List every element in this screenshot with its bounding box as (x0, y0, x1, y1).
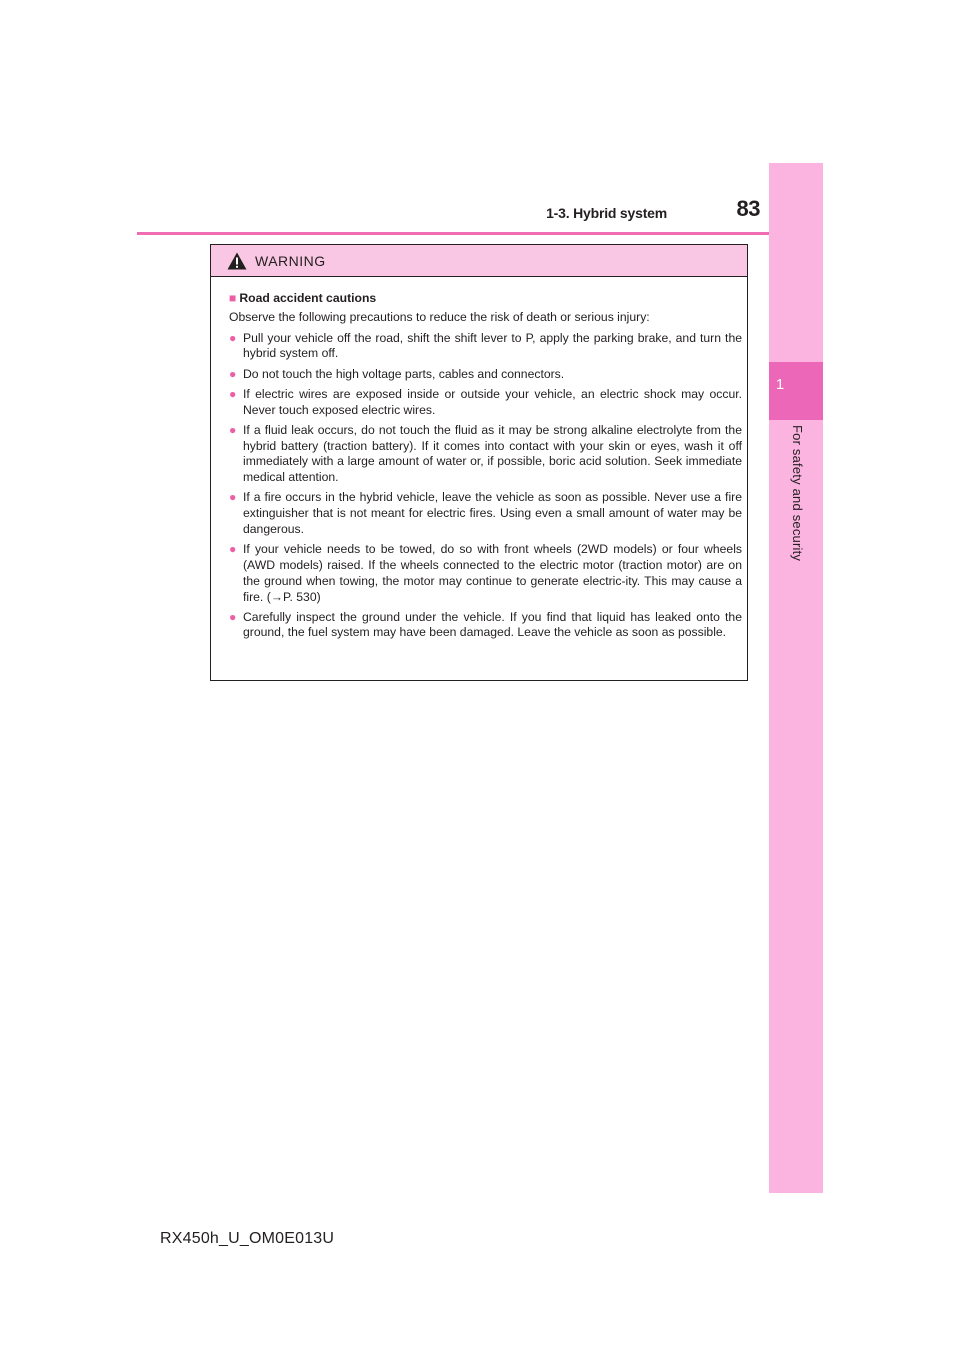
list-item-text: Carefully inspect the ground under the vehicle. If you find that liquid has leaked onto the ground, the fuel system may have been damaged. Leave the vehicle as soon as possible. (243, 609, 742, 640)
section-title: 1-3. Hybrid system (546, 205, 667, 221)
list-item-text: If a fluid leak occurs, do not touch the fluid as it may be strong alkaline electrolyte from the hybrid battery (traction battery). If it comes into contact with your skin or eyes, wash it off immediately with a large amount of water or, if possible, boric acid solution. Seek immediate medical attention. (243, 422, 742, 485)
bullet-icon: ● (229, 609, 237, 624)
warning-header (211, 245, 747, 277)
list-item-text: If a fire occurs in the hybrid vehicle, leave the vehicle as soon as possible. Never use a fire extinguisher that is not meant for electric fires. Using even a small amount of water may be dangerous. (243, 490, 742, 536)
list-item (229, 610, 742, 642)
chapter-side-tab (769, 163, 823, 1193)
manual-code: RX450h_U_OM0E013U (160, 1230, 335, 1247)
precaution-list (229, 331, 742, 642)
chapter-number: 1 (775, 376, 785, 393)
section-heading (229, 291, 742, 307)
bullet-icon: ● (229, 490, 237, 505)
warning-triangle-icon (227, 252, 247, 270)
heading-text: Road accident cautions (239, 291, 377, 305)
list-item (229, 542, 742, 605)
list-item (229, 490, 742, 537)
header-divider (137, 232, 823, 235)
heading-square-marker: ■ (229, 291, 237, 305)
list-item-text: Pull your vehicle off the road, shift the shift lever to P, apply the parking brake, and turn the hybrid system off. (243, 330, 742, 361)
bullet-icon: ● (229, 542, 237, 557)
chapter-title: For safety and security (790, 425, 805, 562)
warning-box (210, 244, 748, 681)
bullet-icon: ● (229, 386, 237, 401)
bullet-icon: ● (229, 330, 237, 345)
list-item (229, 423, 742, 486)
list-item (229, 331, 742, 363)
bullet-icon: ● (229, 366, 237, 381)
intro-text: Observe the following precautions to reduce the risk of death or serious injury: (229, 309, 650, 324)
page-number: 83 (736, 196, 760, 221)
warning-title: WARNING (255, 253, 326, 269)
list-item-text: If your vehicle needs to be towed, do so with front wheels (2WD models) or four wheels (AWD models) raised. If the wheels connected to the electric motor (traction motor) are on the ground when towing, the motor may continue to generate electric-ity. This may cause a fire. (→P. 530) (243, 542, 742, 604)
bullet-icon: ● (229, 422, 237, 437)
list-item-text: Do not touch the high voltage parts, cables and connectors. (243, 366, 565, 381)
warning-body (211, 277, 747, 641)
list-item (229, 367, 742, 383)
list-item (229, 387, 742, 419)
list-item-text: If electric wires are exposed inside or outside your vehicle, an electric shock may occur. Never touch exposed electric wires. (243, 386, 742, 417)
